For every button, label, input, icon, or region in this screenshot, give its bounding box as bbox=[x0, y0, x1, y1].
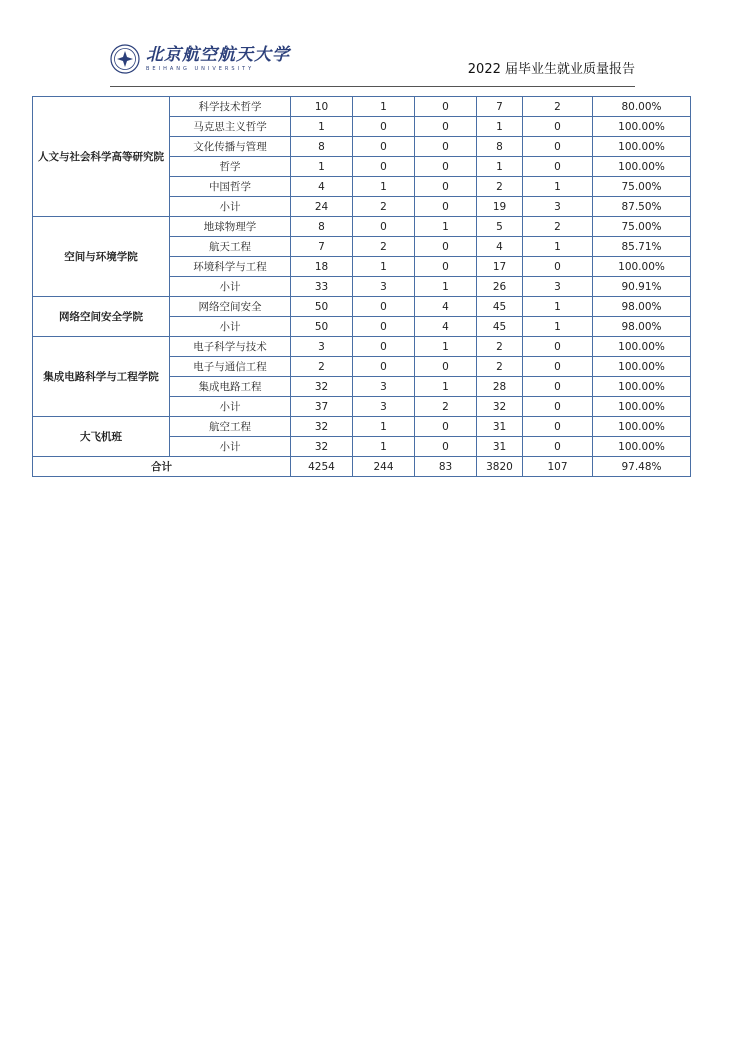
count-cell-c4: 19 bbox=[477, 197, 523, 217]
rate-cell: 100.00% bbox=[593, 357, 691, 377]
total-count-c5: 107 bbox=[523, 457, 593, 477]
count-cell-c4: 4 bbox=[477, 237, 523, 257]
count-cell-c2: 0 bbox=[353, 317, 415, 337]
rate-cell: 100.00% bbox=[593, 157, 691, 177]
college-name: 大飞机班 bbox=[33, 417, 170, 457]
count-cell-c3: 4 bbox=[415, 317, 477, 337]
count-cell-c5: 2 bbox=[523, 217, 593, 237]
count-cell-c4: 7 bbox=[477, 97, 523, 117]
count-cell-c2: 0 bbox=[353, 117, 415, 137]
count-cell-c5: 0 bbox=[523, 437, 593, 457]
major-name: 中国哲学 bbox=[170, 177, 291, 197]
count-cell-c4: 28 bbox=[477, 377, 523, 397]
count-cell-c4: 31 bbox=[477, 437, 523, 457]
count-cell-c4: 8 bbox=[477, 137, 523, 157]
count-cell-c5: 2 bbox=[523, 97, 593, 117]
major-name: 集成电路工程 bbox=[170, 377, 291, 397]
table-row bbox=[33, 417, 691, 437]
count-cell-c2: 0 bbox=[353, 137, 415, 157]
major-name: 小计 bbox=[170, 437, 291, 457]
count-cell-c2: 0 bbox=[353, 337, 415, 357]
count-cell-c3: 1 bbox=[415, 217, 477, 237]
count-cell-c1: 18 bbox=[291, 257, 353, 277]
rate-cell: 100.00% bbox=[593, 117, 691, 137]
total-count-c4: 3820 bbox=[477, 457, 523, 477]
count-cell-c4: 26 bbox=[477, 277, 523, 297]
logo-chinese-name: 北京航空航天大学 bbox=[146, 44, 290, 65]
count-cell-c4: 45 bbox=[477, 297, 523, 317]
major-name: 航空工程 bbox=[170, 417, 291, 437]
count-cell-c2: 0 bbox=[353, 217, 415, 237]
count-cell-c5: 1 bbox=[523, 297, 593, 317]
count-cell-c4: 17 bbox=[477, 257, 523, 277]
count-cell-c2: 3 bbox=[353, 377, 415, 397]
count-cell-c5: 0 bbox=[523, 157, 593, 177]
rate-cell: 85.71% bbox=[593, 237, 691, 257]
count-cell-c4: 5 bbox=[477, 217, 523, 237]
count-cell-c2: 3 bbox=[353, 397, 415, 417]
count-cell-c1: 50 bbox=[291, 317, 353, 337]
count-cell-c1: 10 bbox=[291, 97, 353, 117]
table-row bbox=[33, 217, 691, 237]
rate-cell: 100.00% bbox=[593, 377, 691, 397]
count-cell-c1: 8 bbox=[291, 137, 353, 157]
count-cell-c5: 1 bbox=[523, 317, 593, 337]
rate-cell: 100.00% bbox=[593, 337, 691, 357]
count-cell-c1: 24 bbox=[291, 197, 353, 217]
university-seal-icon bbox=[110, 44, 140, 74]
report-title: 2022 届毕业生就业质量报告 bbox=[467, 62, 635, 77]
count-cell-c4: 1 bbox=[477, 157, 523, 177]
major-name: 哲学 bbox=[170, 157, 291, 177]
count-cell-c5: 0 bbox=[523, 337, 593, 357]
count-cell-c3: 2 bbox=[415, 397, 477, 417]
count-cell-c3: 0 bbox=[415, 177, 477, 197]
count-cell-c3: 0 bbox=[415, 257, 477, 277]
rate-cell: 75.00% bbox=[593, 177, 691, 197]
rate-cell: 90.91% bbox=[593, 277, 691, 297]
total-count-c3: 83 bbox=[415, 457, 477, 477]
count-cell-c3: 0 bbox=[415, 417, 477, 437]
count-cell-c4: 31 bbox=[477, 417, 523, 437]
count-cell-c4: 32 bbox=[477, 397, 523, 417]
count-cell-c1: 33 bbox=[291, 277, 353, 297]
count-cell-c3: 0 bbox=[415, 237, 477, 257]
count-cell-c5: 1 bbox=[523, 177, 593, 197]
major-name: 小计 bbox=[170, 397, 291, 417]
rate-cell: 75.00% bbox=[593, 217, 691, 237]
count-cell-c3: 4 bbox=[415, 297, 477, 317]
major-name: 地球物理学 bbox=[170, 217, 291, 237]
rate-cell: 100.00% bbox=[593, 397, 691, 417]
rate-cell: 100.00% bbox=[593, 437, 691, 457]
count-cell-c1: 37 bbox=[291, 397, 353, 417]
count-cell-c1: 8 bbox=[291, 217, 353, 237]
count-cell-c2: 1 bbox=[353, 257, 415, 277]
count-cell-c1: 32 bbox=[291, 437, 353, 457]
count-cell-c2: 2 bbox=[353, 237, 415, 257]
count-cell-c5: 0 bbox=[523, 257, 593, 277]
count-cell-c4: 45 bbox=[477, 317, 523, 337]
major-name: 电子与通信工程 bbox=[170, 357, 291, 377]
count-cell-c2: 3 bbox=[353, 277, 415, 297]
count-cell-c1: 7 bbox=[291, 237, 353, 257]
table-body bbox=[33, 97, 691, 477]
total-count-c1: 4254 bbox=[291, 457, 353, 477]
rate-cell: 100.00% bbox=[593, 417, 691, 437]
rate-cell: 80.00% bbox=[593, 97, 691, 117]
count-cell-c1: 32 bbox=[291, 417, 353, 437]
college-name: 空间与环境学院 bbox=[33, 217, 170, 297]
count-cell-c1: 50 bbox=[291, 297, 353, 317]
header-divider bbox=[110, 86, 635, 87]
count-cell-c5: 0 bbox=[523, 397, 593, 417]
employment-table bbox=[32, 96, 691, 477]
count-cell-c3: 1 bbox=[415, 277, 477, 297]
count-cell-c5: 3 bbox=[523, 197, 593, 217]
rate-cell: 87.50% bbox=[593, 197, 691, 217]
count-cell-c5: 0 bbox=[523, 417, 593, 437]
major-name: 马克思主义哲学 bbox=[170, 117, 291, 137]
count-cell-c2: 2 bbox=[353, 197, 415, 217]
table-row bbox=[33, 297, 691, 317]
count-cell-c2: 1 bbox=[353, 177, 415, 197]
count-cell-c2: 0 bbox=[353, 157, 415, 177]
count-cell-c1: 1 bbox=[291, 117, 353, 137]
count-cell-c4: 2 bbox=[477, 177, 523, 197]
table-row bbox=[33, 337, 691, 357]
count-cell-c4: 2 bbox=[477, 337, 523, 357]
major-name: 电子科学与技术 bbox=[170, 337, 291, 357]
major-name: 小计 bbox=[170, 197, 291, 217]
major-name: 小计 bbox=[170, 277, 291, 297]
count-cell-c1: 2 bbox=[291, 357, 353, 377]
major-name: 科学技术哲学 bbox=[170, 97, 291, 117]
rate-cell: 98.00% bbox=[593, 317, 691, 337]
count-cell-c5: 3 bbox=[523, 277, 593, 297]
count-cell-c1: 3 bbox=[291, 337, 353, 357]
total-rate: 97.48% bbox=[593, 457, 691, 477]
count-cell-c1: 32 bbox=[291, 377, 353, 397]
university-logo bbox=[110, 42, 290, 76]
count-cell-c3: 0 bbox=[415, 137, 477, 157]
count-cell-c4: 2 bbox=[477, 357, 523, 377]
major-name: 航天工程 bbox=[170, 237, 291, 257]
major-name: 文化传播与管理 bbox=[170, 137, 291, 157]
table-row bbox=[33, 97, 691, 117]
count-cell-c5: 0 bbox=[523, 137, 593, 157]
total-count-c2: 244 bbox=[353, 457, 415, 477]
count-cell-c4: 1 bbox=[477, 117, 523, 137]
count-cell-c3: 0 bbox=[415, 437, 477, 457]
major-name: 环境科学与工程 bbox=[170, 257, 291, 277]
college-name: 人文与社会科学高等研究院 bbox=[33, 97, 170, 217]
count-cell-c3: 0 bbox=[415, 357, 477, 377]
count-cell-c1: 4 bbox=[291, 177, 353, 197]
count-cell-c5: 0 bbox=[523, 357, 593, 377]
page-header bbox=[110, 38, 635, 88]
count-cell-c3: 1 bbox=[415, 337, 477, 357]
major-name: 小计 bbox=[170, 317, 291, 337]
count-cell-c1: 1 bbox=[291, 157, 353, 177]
count-cell-c2: 1 bbox=[353, 417, 415, 437]
rate-cell: 98.00% bbox=[593, 297, 691, 317]
count-cell-c2: 1 bbox=[353, 97, 415, 117]
count-cell-c5: 0 bbox=[523, 377, 593, 397]
rate-cell: 100.00% bbox=[593, 257, 691, 277]
college-name: 网络空间安全学院 bbox=[33, 297, 170, 337]
major-name: 网络空间安全 bbox=[170, 297, 291, 317]
total-label: 合计 bbox=[33, 457, 291, 477]
total-row bbox=[33, 457, 691, 477]
count-cell-c3: 0 bbox=[415, 97, 477, 117]
rate-cell: 100.00% bbox=[593, 137, 691, 157]
count-cell-c2: 1 bbox=[353, 437, 415, 457]
count-cell-c2: 0 bbox=[353, 297, 415, 317]
count-cell-c5: 0 bbox=[523, 117, 593, 137]
count-cell-c2: 0 bbox=[353, 357, 415, 377]
logo-english-name: BEIHANG UNIVERSITY bbox=[146, 65, 255, 72]
count-cell-c3: 0 bbox=[415, 157, 477, 177]
count-cell-c3: 0 bbox=[415, 197, 477, 217]
count-cell-c3: 1 bbox=[415, 377, 477, 397]
count-cell-c5: 1 bbox=[523, 237, 593, 257]
count-cell-c3: 0 bbox=[415, 117, 477, 137]
college-name: 集成电路科学与工程学院 bbox=[33, 337, 170, 417]
